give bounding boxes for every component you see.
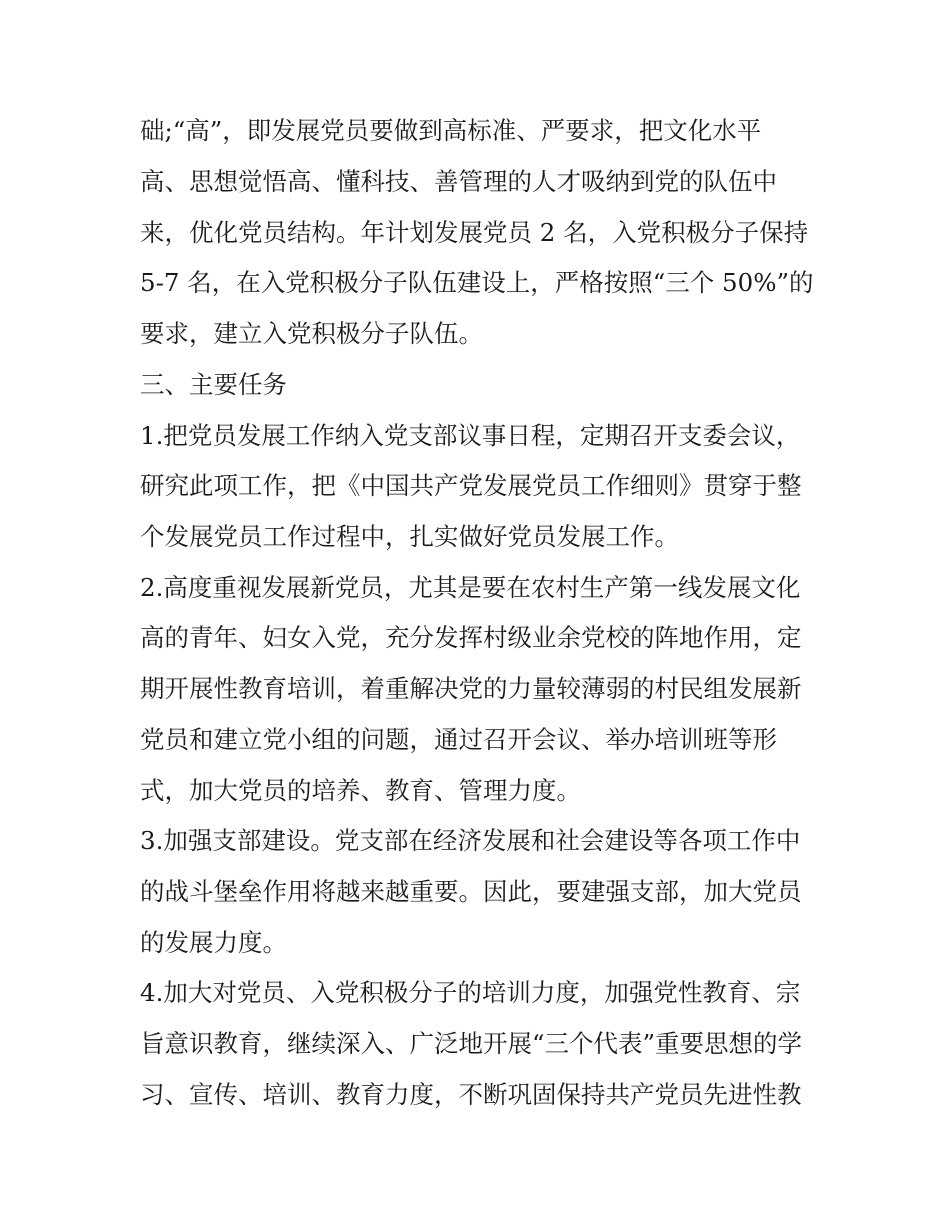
text-line: 党员和建立党小组的问题，通过召开会议、举办培训班等形: [140, 725, 777, 754]
text-line: 的战斗堡垒作用将越来越重要。因此，要建强支部，加大党员: [140, 877, 802, 906]
text-line: 来，优化党员结构。年计划发展党员 2 名，入党积极分子保持: [140, 218, 809, 247]
text-line: 高、思想觉悟高、懂科技、善管理的人才吸纳到党的队伍中: [140, 167, 777, 196]
text-line: 式，加大党员的培养、教育、管理力度。: [140, 776, 581, 805]
text-line: 3.加强支部建设。党支部在经济发展和社会建设等各项工作中: [140, 826, 801, 855]
text-line: 的发展力度。: [140, 928, 287, 957]
text-line: 旨意识教育，继续深入、广泛地开展“三个代表”重要思想的学: [140, 1029, 803, 1058]
text-line: 4.加大对党员、入党积极分子的培训力度，加强党性教育、宗: [140, 978, 801, 1007]
text-line: 期开展性教育培训，着重解决党的力量较薄弱的村民组发展新: [140, 674, 802, 703]
text-line: 高的青年、妇女入党，充分发挥村级业余党校的阵地作用，定: [140, 623, 802, 652]
text-line: 要求，建立入党积极分子队伍。: [140, 319, 483, 348]
text-line: 个发展党员工作过程中，扎实做好党员发展工作。: [140, 522, 679, 551]
text-line: 5-7 名，在入党积极分子队伍建设上，严格按照“三个 50%”的: [140, 268, 814, 297]
text-line: 习、宣传、培训、教育力度，不断巩固保持共产党员先进性教: [140, 1080, 802, 1109]
section-heading: 三、主要任务: [140, 370, 287, 399]
text-line: 础;“高”，即发展党员要做到高标准、严要求，把文化水平: [140, 116, 762, 145]
text-line: 1.把党员发展工作纳入党支部议事日程，定期召开支委会议，: [140, 421, 801, 450]
text-line: 2.高度重视发展新党员，尤其是要在农村生产第一线发展文化: [140, 573, 801, 602]
text-line: 研究此项工作，把《中国共产党发展党员工作细则》贯穿于整: [140, 471, 802, 500]
